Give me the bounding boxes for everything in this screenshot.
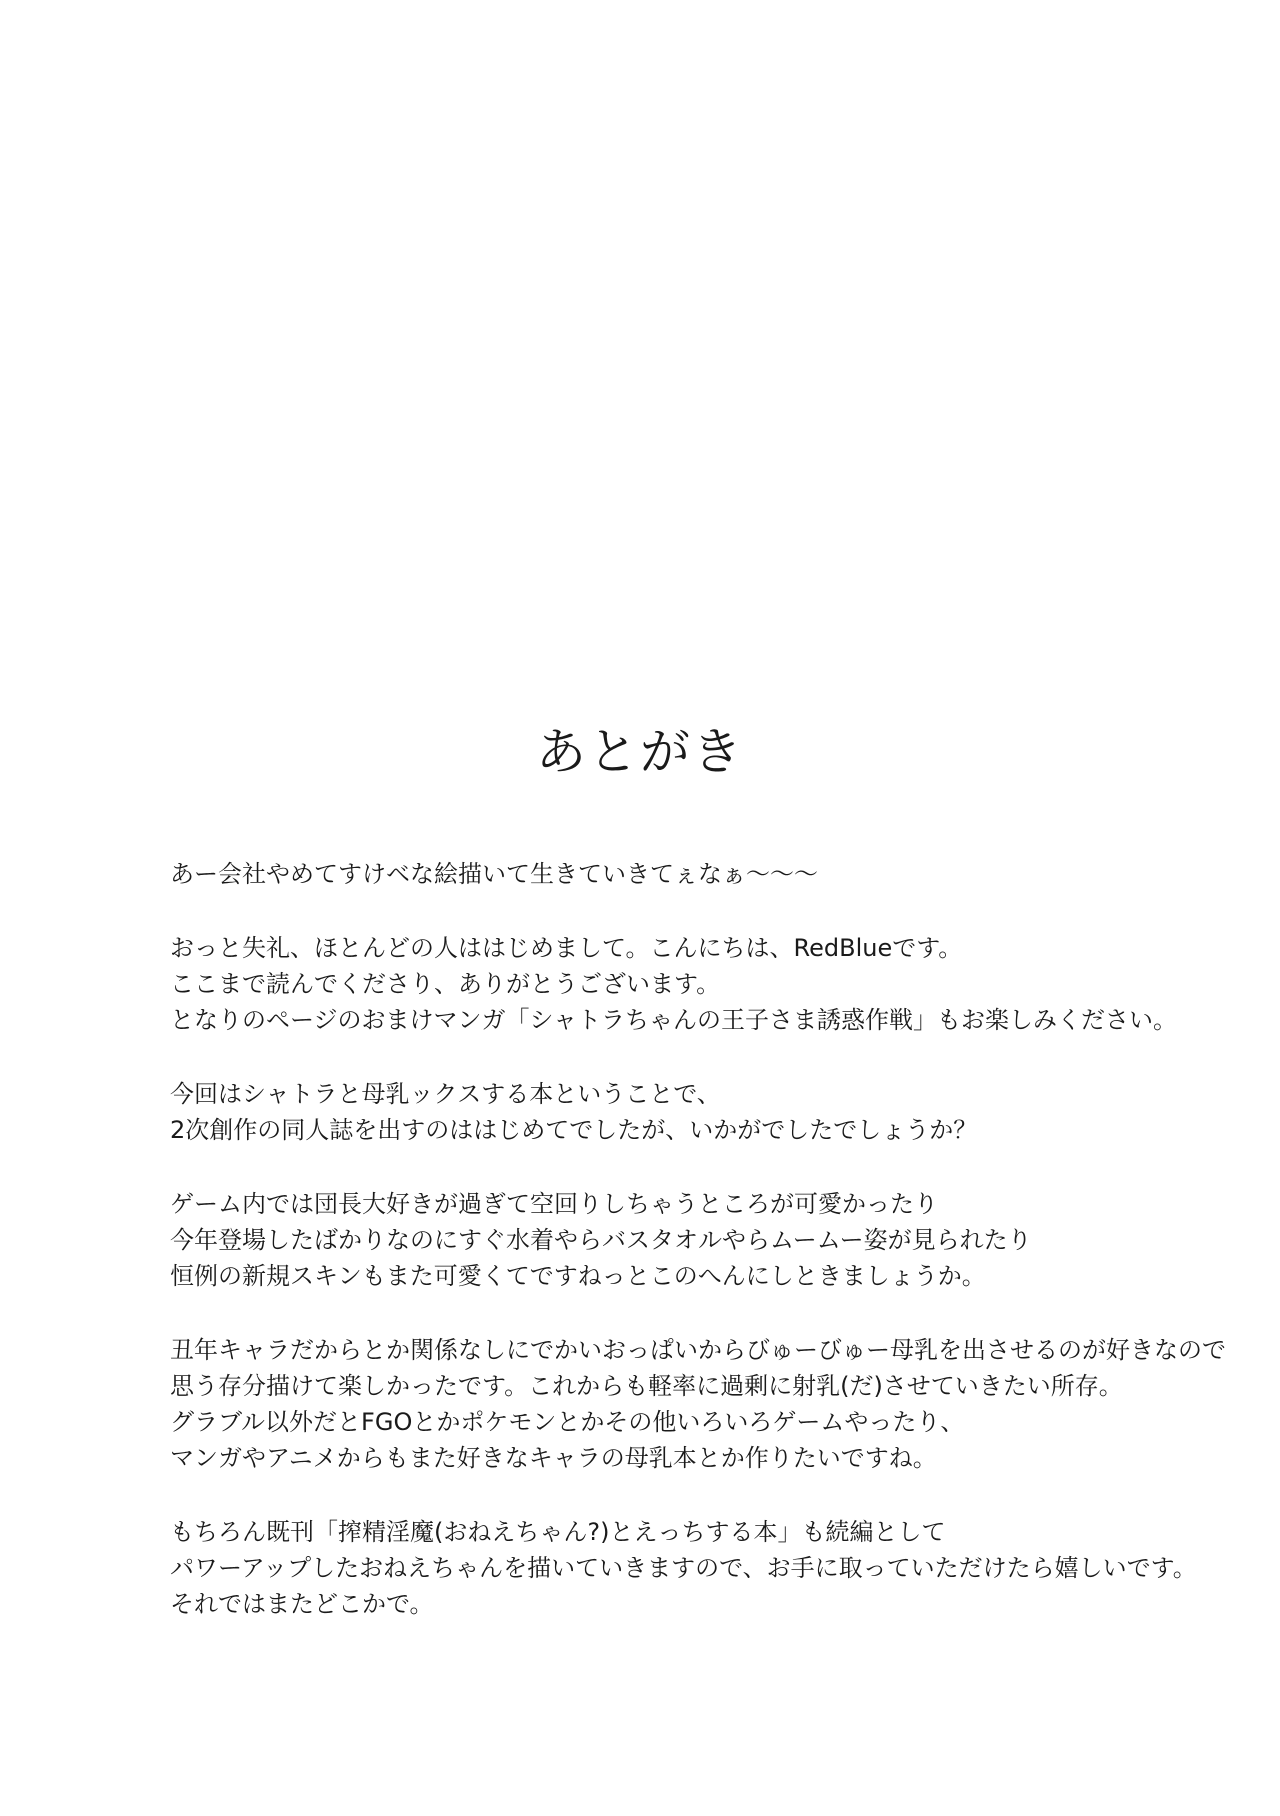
text-line: もちろん既刊「搾精淫魔(おねえちゃん?)とえっちする本」も続編として [170, 1518, 946, 1546]
page-title: あとがき [536, 723, 744, 781]
paragraph-2 [170, 930, 1230, 1038]
paragraph-4 [170, 1186, 1230, 1294]
text-line: それではまたどこかで。 [170, 1590, 434, 1618]
text-line: 思う存分描けて楽しかったです。これからも軽率に過剰に射乳(だ)させていきたい所存。 [170, 1372, 1123, 1400]
paragraph-1 [170, 856, 1230, 892]
paragraph-3 [170, 1076, 1230, 1148]
text-line: となりのページのおまけマンガ「シャトラちゃんの王子さま誘惑作戦」もお楽しみください。 [170, 1006, 1178, 1034]
text-line: パワーアップしたおねえちゃんを描いていきますので、お手に取っていただけたら嬉しいです。 [170, 1554, 1197, 1582]
text-line: 今回はシャトラと母乳ックスする本ということで、 [170, 1080, 721, 1108]
paragraph-5 [170, 1332, 1230, 1476]
text-line: 今年登場したばかりなのにすぐ水着やらバスタオルやらムームー姿が見られたり [170, 1226, 1032, 1254]
text-line: マンガやアニメからもまた好きなキャラの母乳本とか作りたいですね。 [170, 1444, 937, 1472]
text-line: あー会社やめてすけベな絵描いて生きていきてぇなぁ～～～ [170, 860, 818, 888]
text-line: おっと失礼、ほとんどの人ははじめまして。こんにちは、RedBlueです。 [170, 934, 963, 962]
text-line: 2次創作の同人誌を出すのははじめてでしたが、いかがでしたでしょうか？ [170, 1116, 978, 1144]
text-line: 丑年キャラだからとか関係なしにでかいおっぱいからびゅーびゅー母乳を出させるのが好きなので [170, 1336, 1226, 1364]
text-line: ゲーム内では団長大好きが過ぎて空回りしちゃうところが可愛かったり [170, 1190, 938, 1218]
text-line: グラブル以外だとFGOとかポケモンとかその他いろいろゲームやったり、 [170, 1408, 965, 1436]
paragraph-6 [170, 1514, 1230, 1622]
afterword-body [170, 856, 1230, 1660]
text-line: 恒例の新規スキンもまた可愛くてですねっとこのへんにしときましょうか。 [170, 1262, 986, 1290]
text-line: ここまで読んでくださり、ありがとうございます。 [170, 970, 721, 998]
